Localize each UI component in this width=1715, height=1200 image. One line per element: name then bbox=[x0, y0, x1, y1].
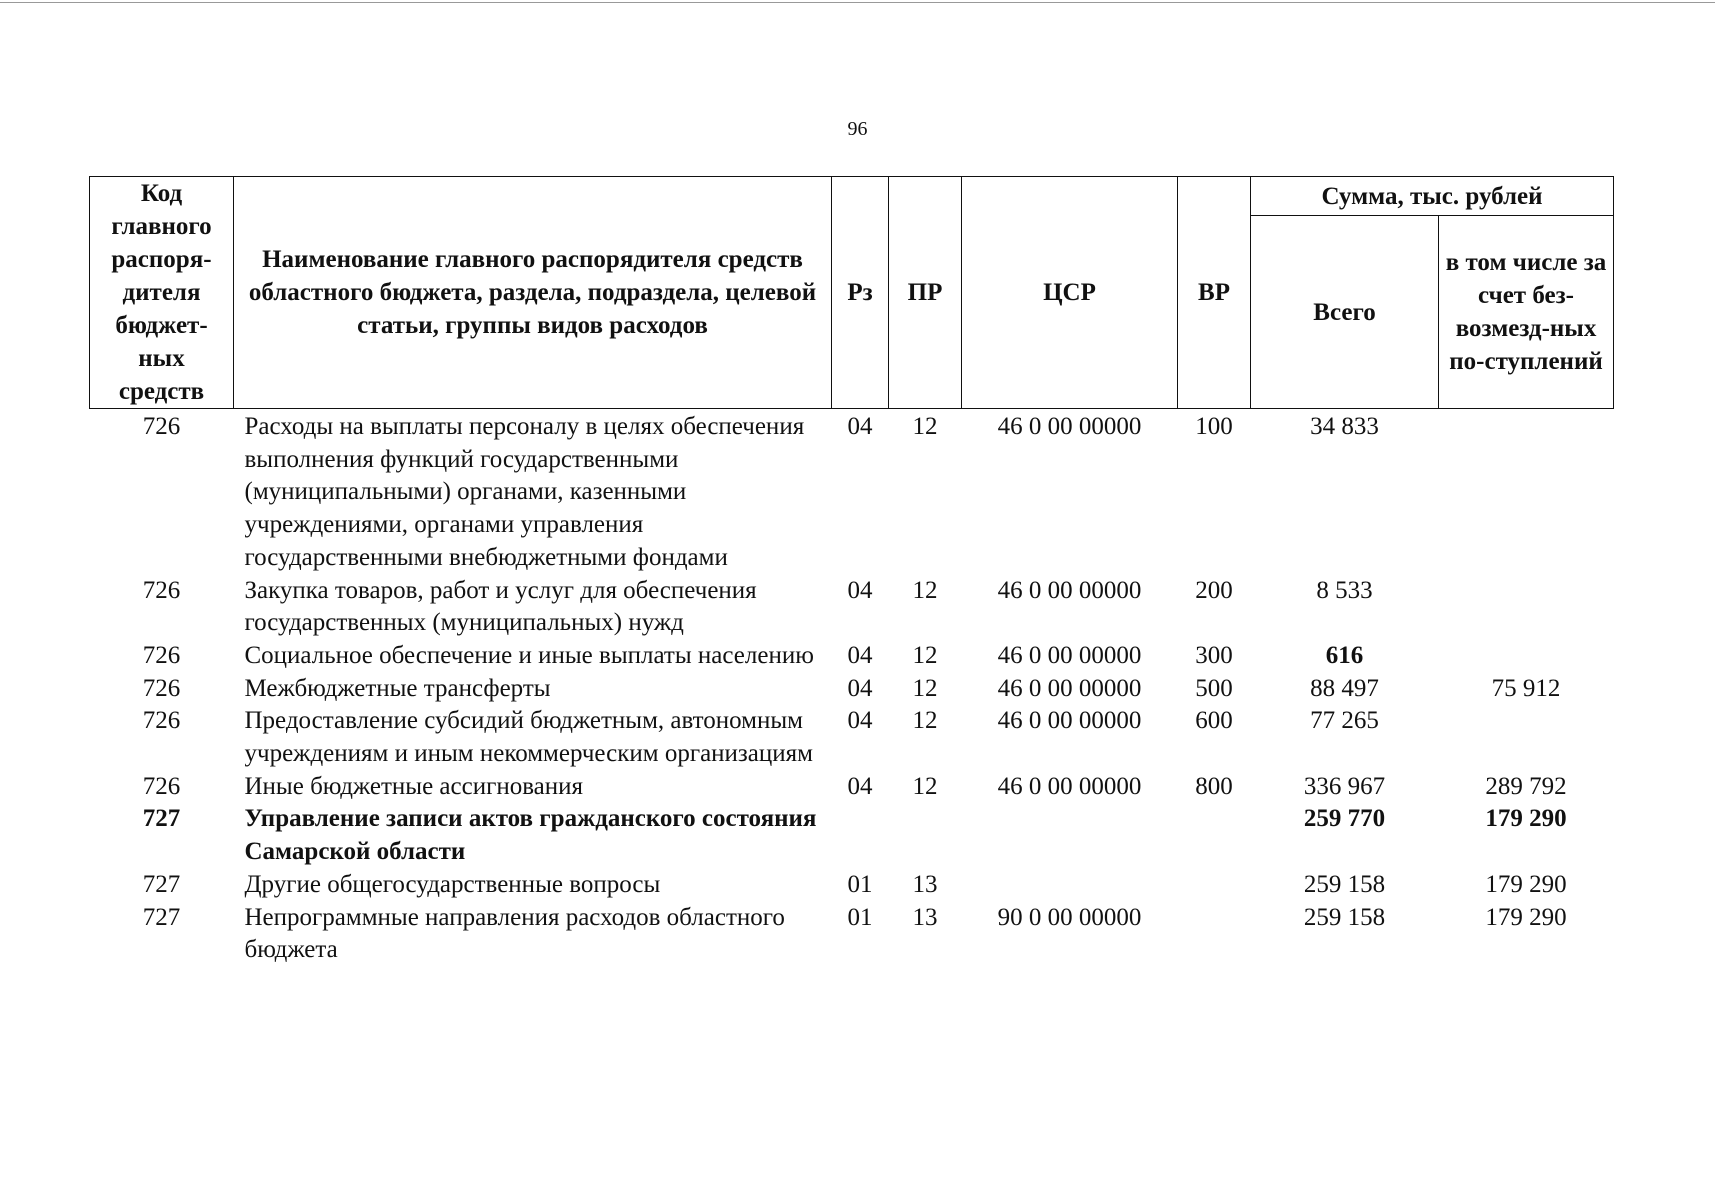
cell-gratis: 179 290 bbox=[1485, 870, 1567, 898]
cell-pr: 12 bbox=[912, 707, 938, 735]
cell-name: Другие общегосударственные вопросы bbox=[244, 870, 661, 898]
cell-code: 726 bbox=[142, 772, 181, 800]
cell-vr: 200 bbox=[1195, 576, 1233, 604]
cell-total: 616 bbox=[1325, 641, 1364, 669]
cell-pr: 12 bbox=[912, 772, 938, 800]
header-gratis: в том числе за счет без-возмезд-ных по-ступлений bbox=[1439, 216, 1614, 409]
cell-csr: 46 0 00 00000 bbox=[997, 413, 1142, 440]
cell-vr bbox=[1178, 902, 1251, 967]
cell-csr: 90 0 00 00000 bbox=[997, 903, 1142, 931]
cell-total: 77 265 bbox=[1310, 707, 1379, 735]
cell-vr: 800 bbox=[1195, 772, 1233, 800]
cell-code: 726 bbox=[142, 413, 181, 440]
cell-name: Социальное обеспечение и иные выплаты населению bbox=[244, 641, 814, 669]
cell-vr: 600 bbox=[1195, 707, 1233, 735]
cell-code: 726 bbox=[142, 707, 181, 735]
header-rz: Рз bbox=[832, 177, 889, 409]
table-row bbox=[90, 902, 1614, 967]
cell-gratis: 75 912 bbox=[1491, 674, 1561, 702]
cell-name: Непрограммные направления расходов областного бюджета bbox=[244, 903, 785, 964]
cell-total: 8 533 bbox=[1316, 576, 1373, 604]
header-code: Код главного распоря-дителя бюджет-ных средств bbox=[90, 177, 234, 409]
header-pr: ПР bbox=[889, 177, 962, 409]
cell-csr: 46 0 00 00000 bbox=[997, 772, 1142, 800]
cell-pr: 12 bbox=[912, 576, 938, 604]
cell-csr bbox=[962, 803, 1178, 868]
cell-total: 259 158 bbox=[1303, 870, 1386, 898]
cell-name: Иные бюджетные ассигнования bbox=[244, 772, 584, 800]
page-top-border bbox=[0, 2, 1715, 3]
cell-vr: 100 bbox=[1195, 413, 1233, 440]
cell-code: 727 bbox=[142, 805, 181, 833]
cell-total: 259 770 bbox=[1303, 805, 1386, 833]
table-row bbox=[90, 705, 1614, 770]
table-header bbox=[90, 177, 1614, 409]
cell-rz: 04 bbox=[847, 413, 873, 440]
cell-vr bbox=[1178, 803, 1251, 868]
cell-pr bbox=[889, 803, 962, 868]
cell-csr: 46 0 00 00000 bbox=[997, 641, 1142, 669]
cell-rz bbox=[832, 803, 889, 868]
cell-gratis: 289 792 bbox=[1485, 772, 1567, 800]
cell-csr: 46 0 00 00000 bbox=[997, 576, 1142, 604]
table-row bbox=[90, 409, 1614, 575]
cell-code: 727 bbox=[142, 903, 181, 931]
cell-rz: 04 bbox=[847, 772, 873, 800]
cell-pr: 12 bbox=[912, 674, 938, 702]
cell-name: Закупка товаров, работ и услуг для обеспечения государственных (муниципальных) нужд bbox=[244, 576, 757, 637]
cell-total: 259 158 bbox=[1303, 903, 1386, 931]
cell-csr bbox=[962, 869, 1178, 902]
cell-total: 336 967 bbox=[1303, 772, 1386, 800]
table-row-summary bbox=[90, 803, 1614, 868]
cell-csr: 46 0 00 00000 bbox=[997, 707, 1142, 735]
cell-pr: 12 bbox=[912, 413, 938, 440]
cell-total: 34 833 bbox=[1310, 413, 1379, 440]
cell-vr: 300 bbox=[1195, 641, 1233, 669]
cell-total: 88 497 bbox=[1310, 674, 1379, 702]
cell-name: Управление записи актов гражданского состояния Самарской области bbox=[244, 805, 817, 866]
cell-code: 726 bbox=[142, 674, 181, 702]
header-sum-group: Сумма, тыс. рублей bbox=[1251, 177, 1614, 216]
table-row bbox=[90, 869, 1614, 902]
cell-pr: 12 bbox=[912, 641, 938, 669]
budget-table bbox=[89, 176, 1614, 967]
cell-rz: 01 bbox=[847, 870, 873, 898]
table-row bbox=[90, 575, 1614, 640]
cell-gratis: 179 290 bbox=[1485, 903, 1567, 931]
table-row bbox=[90, 673, 1614, 706]
header-name: Наименование главного распорядителя средств областного бюджета, раздела, подраздела, целевой статьи, группы видов расходов bbox=[234, 177, 832, 409]
cell-rz: 04 bbox=[847, 707, 873, 735]
cell-gratis bbox=[1439, 409, 1614, 575]
cell-code: 726 bbox=[142, 641, 181, 669]
cell-pr: 13 bbox=[912, 903, 938, 931]
cell-gratis: 179 290 bbox=[1485, 805, 1567, 833]
cell-vr bbox=[1178, 869, 1251, 902]
cell-name: Расходы на выплаты персоналу в целях обеспечения выполнения функций государственными (муниципальными) органами, казенными учреждениями, органами управления государственными внебюджетными фондами bbox=[244, 413, 805, 571]
header-vr: ВР bbox=[1178, 177, 1251, 409]
table-row bbox=[90, 640, 1614, 673]
table-body bbox=[90, 409, 1614, 967]
cell-gratis bbox=[1439, 640, 1614, 673]
cell-gratis bbox=[1439, 705, 1614, 770]
cell-vr: 500 bbox=[1195, 674, 1233, 702]
cell-name: Межбюджетные трансферты bbox=[244, 674, 551, 702]
cell-rz: 04 bbox=[847, 641, 873, 669]
cell-code: 726 bbox=[142, 576, 181, 604]
cell-pr: 13 bbox=[912, 870, 938, 898]
cell-rz: 04 bbox=[847, 674, 873, 702]
header-total: Всего bbox=[1251, 216, 1439, 409]
cell-code: 727 bbox=[142, 870, 181, 898]
page-number: 96 bbox=[847, 118, 868, 140]
header-csr: ЦСР bbox=[962, 177, 1178, 409]
table-row bbox=[90, 771, 1614, 804]
cell-gratis bbox=[1439, 575, 1614, 640]
cell-csr: 46 0 00 00000 bbox=[997, 674, 1142, 702]
cell-rz: 04 bbox=[847, 576, 873, 604]
cell-rz: 01 bbox=[847, 903, 873, 931]
cell-name: Предоставление субсидий бюджетным, автономным учреждениям и иным некоммерческим организациям bbox=[244, 707, 813, 768]
